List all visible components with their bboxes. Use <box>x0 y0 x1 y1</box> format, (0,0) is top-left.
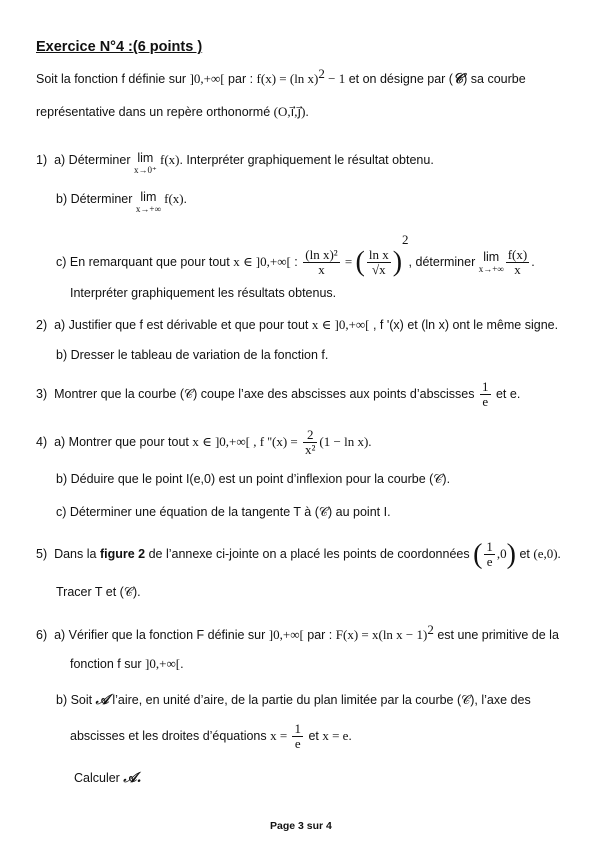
point-coordinate: (e,0). <box>533 546 561 562</box>
domain-interval: ]0,+∞[ <box>189 71 225 87</box>
limit-symbol: lim <box>483 249 500 264</box>
numerator: ln x <box>368 246 389 262</box>
right-paren: ) <box>506 538 516 570</box>
intro-text: Soit la fonction f définie sur <box>36 72 190 87</box>
limit-subscript: x→+∞ <box>135 203 161 214</box>
question-number: 2) <box>36 318 48 332</box>
second-derivative: , f ''(x) = <box>250 434 302 450</box>
exponent: 2 <box>318 66 325 81</box>
intro-text: et on désigne par ( <box>345 72 453 87</box>
curve-symbol: 𝒞 <box>452 71 464 88</box>
question-2a <box>36 317 558 334</box>
fraction-fx-over-x <box>506 248 530 278</box>
question-text: et <box>304 729 323 744</box>
numerator: 2 <box>303 428 317 443</box>
exponent: 2 <box>402 232 409 247</box>
exercise-title: Exercice N°4 :(6 points ) <box>36 39 203 55</box>
limit-function: f(x). <box>160 191 187 206</box>
intro-text: ) sa courbe <box>463 72 526 87</box>
area-symbol: 𝒜 <box>95 692 109 708</box>
domain-interval: ]0,+∞[ <box>145 656 181 671</box>
question-text: , déterminer <box>408 255 479 269</box>
punctuation: : <box>290 255 302 269</box>
question-text: c) En remarquant que pour tout <box>56 255 234 269</box>
question-1c <box>56 232 535 278</box>
punctuation: . <box>531 255 535 269</box>
question-text: . Interpréter graphiquement le résultat obtenu. <box>179 153 434 167</box>
primitive-definition: F(x) = x(ln x − 1) <box>335 627 428 643</box>
frame-notation: (O,i⃗,j⃗) <box>273 104 306 119</box>
figure-reference: figure 2 <box>99 547 146 562</box>
function-definition: f(x) = (ln x) <box>256 71 319 87</box>
equation-right: x = e. <box>322 728 352 744</box>
question-1b <box>56 191 187 215</box>
question-text: Calculer <box>74 771 124 785</box>
fraction-1-over-e <box>480 380 491 410</box>
intro-text: représentative dans un repère orthonormé <box>36 105 274 119</box>
denominator: e <box>486 554 493 570</box>
question-text: abscisses et les droites d’équations <box>70 729 271 744</box>
domain-condition: x ∈ ]0,+∞[ <box>311 317 370 332</box>
intro-line-1 <box>36 66 526 89</box>
question-6b <box>56 692 531 710</box>
denominator: √x <box>371 262 386 278</box>
denominator: x <box>514 262 521 278</box>
area-symbol: 𝒜. <box>123 770 142 786</box>
question-number: 5) <box>36 547 48 562</box>
question-text: et <box>516 547 534 562</box>
limit-function: f(x) <box>156 152 180 167</box>
left-paren: ( <box>473 538 483 570</box>
question-1a <box>36 152 434 176</box>
question-text: Dans la <box>54 547 100 562</box>
exponent: 2 <box>427 622 434 637</box>
question-text: par : <box>303 628 336 643</box>
equals-sign: = <box>341 254 356 269</box>
question-4a <box>36 428 372 458</box>
intro-text: par : <box>224 72 257 87</box>
fraction-1-over-e <box>484 540 495 570</box>
domain-interval: ]0,+∞[ <box>268 627 304 643</box>
question-text: a) Justifier que f est dérivable et que pour tout <box>54 318 312 332</box>
limit-expression <box>136 191 161 215</box>
numerator: f(x) <box>507 246 528 262</box>
question-6a-line-2 <box>70 656 184 673</box>
question-number: 1) <box>36 153 48 167</box>
question-3 <box>36 380 520 410</box>
question-number: 6) <box>36 628 48 643</box>
question-text: fonction f sur <box>70 657 146 671</box>
domain-condition: x ∈ ]0,+∞[ <box>233 254 291 269</box>
question-text: a) Vérifier que la fonction F définie sur <box>54 628 269 643</box>
question-number: 4) <box>36 435 48 450</box>
question-text: b) Déterminer <box>56 192 136 206</box>
limit-symbol: lim <box>140 190 157 204</box>
left-paren: ( <box>355 246 365 278</box>
fraction-lnx2-over-x <box>303 248 339 278</box>
denominator: x <box>318 262 325 278</box>
question-number: 3) <box>36 387 48 402</box>
point-coordinate: ,0 <box>496 546 507 562</box>
question-4b: b) Déduire que le point I(e,0) est un point d’inflexion pour la courbe (𝒞). <box>56 472 451 486</box>
question-text: et e. <box>492 387 521 402</box>
question-6b-calc <box>74 770 141 788</box>
denominator: e <box>482 394 489 410</box>
question-text: a) Déterminer <box>54 153 134 167</box>
limit-symbol: lim <box>137 151 154 165</box>
punctuation: . <box>180 657 184 671</box>
intro-line-2 <box>36 104 309 121</box>
question-text: l’aire, en unité d’aire, de la partie du plan limitée par la courbe (𝒞), l’axe des <box>108 693 531 707</box>
question-2b: b) Dresser le tableau de variation de la fonction f. <box>56 348 329 362</box>
question-text: Montrer que la courbe (𝒞) coupe l’axe des abscisses aux points d’abscisses <box>54 387 478 402</box>
question-6a <box>36 622 559 644</box>
question-5 <box>36 540 561 570</box>
function-definition-tail: − 1 <box>324 71 346 87</box>
fraction-lnx-over-sqrtx <box>367 248 391 278</box>
numerator: 1 <box>294 721 301 736</box>
fraction-2-over-x2 <box>303 428 317 458</box>
limit-subscript: x→0⁺ <box>133 164 157 175</box>
numerator: 1 <box>486 539 493 554</box>
intro-text: . <box>305 105 309 119</box>
question-text: , f '(x) et (ln x) ont le même signe. <box>369 318 559 332</box>
question-text: est une primitive de la <box>433 628 559 643</box>
question-6b-line-2 <box>70 722 352 752</box>
question-1c-interpret: Interpréter graphiquement les résultats obtenus. <box>70 286 337 300</box>
equation-left: x = <box>270 728 291 744</box>
question-text: a) Montrer que pour tout <box>54 435 193 450</box>
numerator: (ln x)² <box>305 246 338 262</box>
question-text: de l’annexe ci-jointe on a placé les points de coordonnées <box>145 547 474 562</box>
question-text: b) Soit <box>56 693 96 707</box>
denominator: e <box>294 736 301 752</box>
limit-expression <box>134 152 157 176</box>
limit-expression <box>479 251 504 275</box>
limit-subscript: x→+∞ <box>478 263 504 274</box>
denominator: x² <box>305 442 316 458</box>
numerator: 1 <box>482 379 489 394</box>
right-paren: ) <box>392 246 403 278</box>
domain-condition: x ∈ ]0,+∞[ <box>192 434 250 450</box>
second-derivative-factor: (1 − ln x). <box>319 434 372 450</box>
question-5-trace: Tracer T et (𝒞). <box>56 585 141 599</box>
question-4c: c) Déterminer une équation de la tangente T à (𝒞) au point I. <box>56 505 391 519</box>
fraction-1-over-e <box>292 722 303 752</box>
page-footer: Page 3 sur 4 <box>270 820 332 832</box>
